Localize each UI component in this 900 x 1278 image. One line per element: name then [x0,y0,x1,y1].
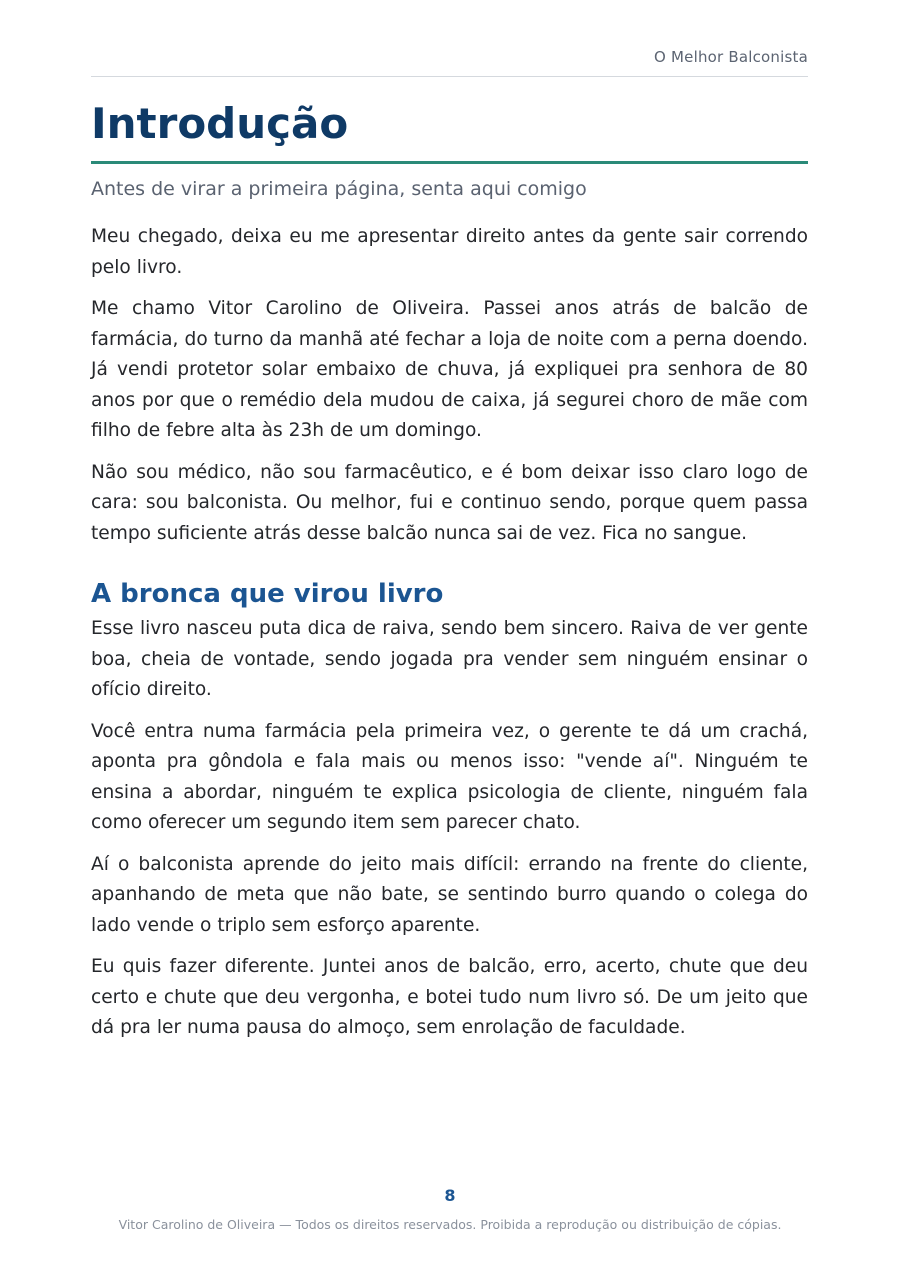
paragraph: Esse livro nasceu puta dica de raiva, sendo bem sincero. Raiva de ver gente boa, cheia de vontade, sendo jogada pra vender sem ninguém ensinar o ofício direito. [91,618,808,700]
paragraph: Aí o balconista aprende do jeito mais difícil: errando na frente do cliente, apanhando de meta que não bate, se sentindo burro quando o colega do lado vende o triplo sem esforço aparente. [91,853,808,936]
running-header: O Melhor Balconista [654,48,808,66]
paragraph: Não sou médico, não sou farmacêutico, e é bom deixar isso claro logo de cara: sou balconista. Ou melhor, fui e continuo sendo, porque quem passa tempo suficiente atrás desse balcão nunca sai de vez. Fica no sangue. [91,461,808,544]
chapter-subtitle: Antes de virar a primeira página, senta aqui comigo [91,178,587,200]
chapter-title: Introdução [91,99,349,148]
copyright-notice: Vitor Carolino de Oliveira — Todos os direitos reservados. Proibida a reprodução ou distribuição de cópias. [118,1217,782,1232]
paragraph: Meu chegado, deixa eu me apresentar direito antes da gente sair correndo pelo livro. [91,226,808,278]
paragraph: Me chamo Vitor Carolino de Oliveira. Passei anos atrás de balcão de farmácia, do turno da manhã até fechar a loja de noite com a perna doendo. Já vendi protetor solar embaixo de chuva, já expliquei pra senhora de 80 anos por que o remédio dela mudou de caixa, já segurei choro de mãe com filho de febre alta às 23h de um domingo. [91,298,808,441]
section-heading: A bronca que virou livro [91,579,444,609]
paragraph: Você entra numa farmácia pela primeira vez, o gerente te dá um crachá, aponta pra gôndola e fala mais ou menos isso: "vende aí". Ninguém te ensina a abordar, ninguém te explica psicologia de cliente, ninguém fala como oferecer um segundo item sem parecer chato. [91,720,808,833]
paragraph: Eu quis fazer diferente. Juntei anos de balcão, erro, acerto, chute que deu certo e chute que deu vergonha, e botei tudo num livro só. De um jeito que dá pra ler numa pausa do almoço, sem enrolação de faculdade. [91,956,808,1038]
header-divider [91,76,808,77]
chapter-body [91,222,808,1055]
title-divider [91,161,808,164]
page-number: 8 [444,1186,456,1205]
